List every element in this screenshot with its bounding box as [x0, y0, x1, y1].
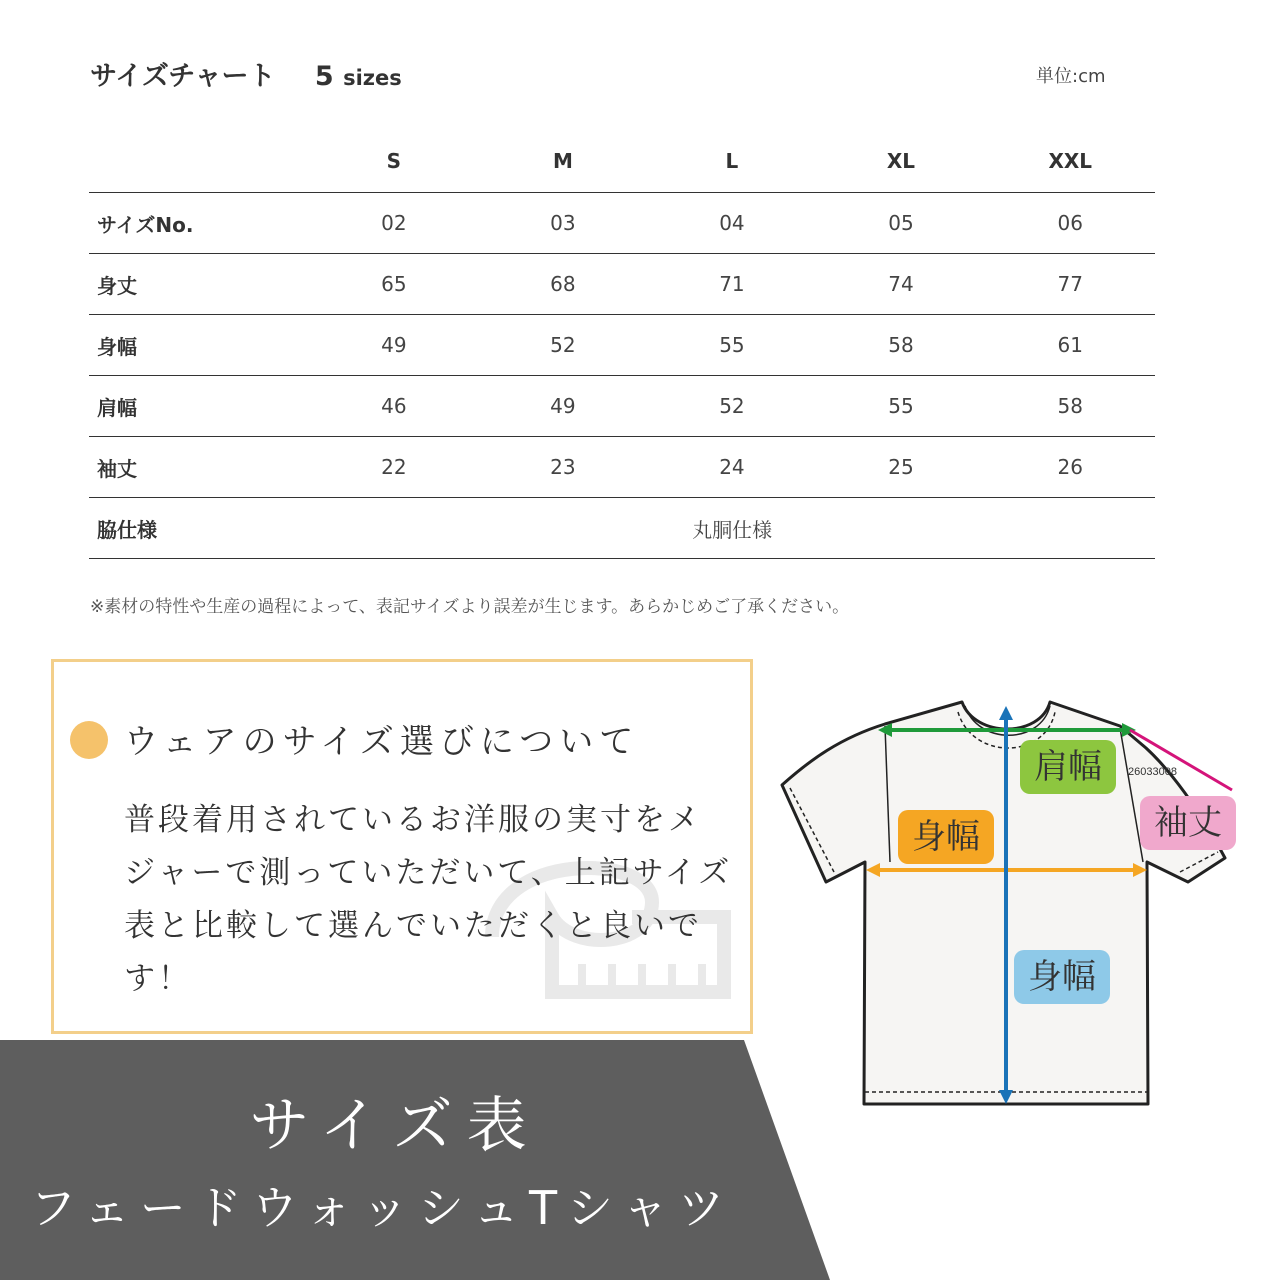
side-spec-value: 丸胴仕様 [309, 498, 1155, 559]
row-label: 肩幅 [89, 376, 309, 437]
table-cell: 55 [816, 376, 985, 437]
body-length-label: 身幅 [1014, 950, 1110, 1004]
table-row [89, 315, 1155, 376]
tshirt-diagram [776, 690, 1246, 1110]
table-cell: 52 [647, 376, 816, 437]
guide-body: 普段着用されているお洋服の実寸をメジャーで測っていただいて、上記サイズ表と比較して選んでいただくと良いです！ [124, 802, 733, 997]
column-header: XL [886, 149, 916, 173]
column-header: S [386, 149, 402, 173]
table-cell: 49 [309, 315, 478, 376]
table-cell: 03 [478, 193, 647, 254]
row-label: 身幅 [89, 315, 309, 376]
column-header: XXL [1048, 149, 1093, 173]
row-label: 身丈 [89, 254, 309, 315]
table-cell: 24 [647, 437, 816, 498]
table-row [89, 437, 1155, 498]
table-row [89, 193, 1155, 254]
size-count [315, 61, 402, 92]
disclaimer-note: ※素材の特性や生産の過程によって、表記サイズより誤差が生じます。あらかじめご了承ください。 [90, 597, 850, 617]
table-cell: 26 [986, 437, 1155, 498]
table-cell: 46 [309, 376, 478, 437]
table-cell: 55 [647, 315, 816, 376]
sleeve-length-label: 袖丈 [1140, 796, 1236, 850]
size-count-suffix: sizes [343, 66, 402, 90]
table-row [89, 376, 1155, 437]
table-cell: 49 [478, 376, 647, 437]
shoulder-width-label: 肩幅 [1020, 740, 1116, 794]
size-guide-box [51, 659, 753, 1034]
body-width-label: 身幅 [898, 810, 994, 864]
row-label: 脇仕様 [89, 498, 309, 559]
chart-title-text: サイズチャート [90, 61, 276, 92]
chart-title [90, 54, 402, 93]
unit-label: 単位:cm [1036, 66, 1106, 87]
table-cell: 65 [309, 254, 478, 315]
table-cell: 04 [647, 193, 816, 254]
table-cell: 77 [986, 254, 1155, 315]
table-cell: 68 [478, 254, 647, 315]
banner-subtitle: フェードウォッシュTシャツ [30, 1181, 735, 1235]
table-cell: 71 [647, 254, 816, 315]
size-count-number: 5 [314, 61, 334, 92]
table-cell: 74 [816, 254, 985, 315]
table-cell: 05 [816, 193, 985, 254]
row-label: 袖丈 [89, 437, 309, 498]
table-corner [89, 130, 309, 193]
table-cell: 61 [986, 315, 1155, 376]
table-row-side-spec [89, 498, 1155, 559]
table-cell: 52 [478, 315, 647, 376]
table-cell: 06 [986, 193, 1155, 254]
bullet-dot-icon [70, 721, 108, 759]
guide-title: ウェアのサイズ選びについて [124, 722, 640, 762]
table-cell: 58 [986, 376, 1155, 437]
table-header-row [89, 130, 1155, 193]
tshirt-outline [782, 702, 1225, 1104]
table-cell: 25 [816, 437, 985, 498]
column-header: M [552, 149, 573, 173]
banner-title: サイズ表 [249, 1091, 541, 1161]
table-cell: 23 [478, 437, 647, 498]
table-cell: 22 [309, 437, 478, 498]
table-cell: 58 [816, 315, 985, 376]
product-code: 26033008 [1128, 766, 1177, 778]
size-table [89, 130, 1155, 559]
table-row [89, 254, 1155, 315]
column-header: L [725, 149, 739, 173]
row-label: サイズNo. [89, 193, 309, 254]
table-cell: 02 [309, 193, 478, 254]
